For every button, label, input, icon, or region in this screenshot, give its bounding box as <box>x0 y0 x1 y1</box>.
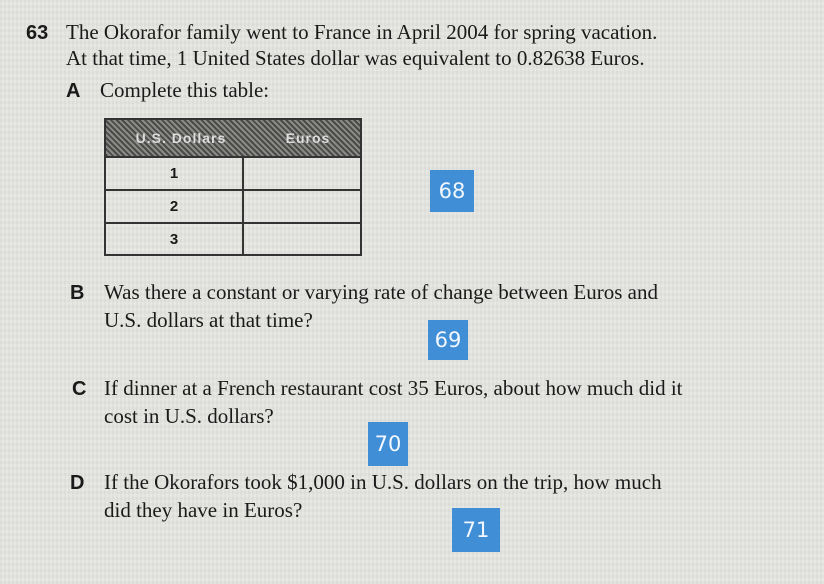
problem-statement-line-1: The Okorafor family went to France in April 2004 for spring vacation. <box>66 20 658 44</box>
table-cell-euros[interactable] <box>244 191 360 222</box>
problem-number: 63 <box>26 22 49 44</box>
problem-statement-line-2: At that time, 1 United States dollar was equivalent to 0.82638 Euros. <box>66 46 645 70</box>
conversion-table <box>104 118 362 256</box>
answer-badge-68[interactable]: 68 <box>430 170 474 212</box>
table-cell-dollars: 3 <box>106 224 244 255</box>
part-d-line-1: If the Okorafors took $1,000 in U.S. dollars on the trip, how much <box>104 470 662 494</box>
answer-badge-70[interactable]: 70 <box>368 422 408 466</box>
part-c-line-2: cost in U.S. dollars? <box>104 404 274 428</box>
table-cell-dollars: 1 <box>106 158 244 189</box>
table-cell-euros[interactable] <box>244 158 360 189</box>
table-row <box>106 222 360 255</box>
table-cell-euros[interactable] <box>244 224 360 255</box>
part-b-letter: B <box>70 282 85 304</box>
part-b-line-1: Was there a constant or varying rate of change between Euros and <box>104 280 658 304</box>
answer-badge-69[interactable]: 69 <box>428 320 468 360</box>
part-d-letter: D <box>70 472 85 494</box>
table-header-euros: Euros <box>285 130 331 146</box>
part-c-letter: C <box>72 378 87 400</box>
table-row <box>106 189 360 222</box>
table-row <box>106 156 360 189</box>
part-a-letter: A <box>66 80 81 102</box>
part-a-text: Complete this table: <box>100 78 270 102</box>
table-header <box>106 120 360 156</box>
part-d-line-2: did they have in Euros? <box>104 498 303 522</box>
part-b-line-2: U.S. dollars at that time? <box>104 308 313 332</box>
table-cell-dollars: 2 <box>106 191 244 222</box>
part-c-line-1: If dinner at a French restaurant cost 35 Euros, about how much did it <box>104 376 683 400</box>
answer-badge-71[interactable]: 71 <box>452 508 500 552</box>
table-header-dollars: U.S. Dollars <box>135 130 227 146</box>
